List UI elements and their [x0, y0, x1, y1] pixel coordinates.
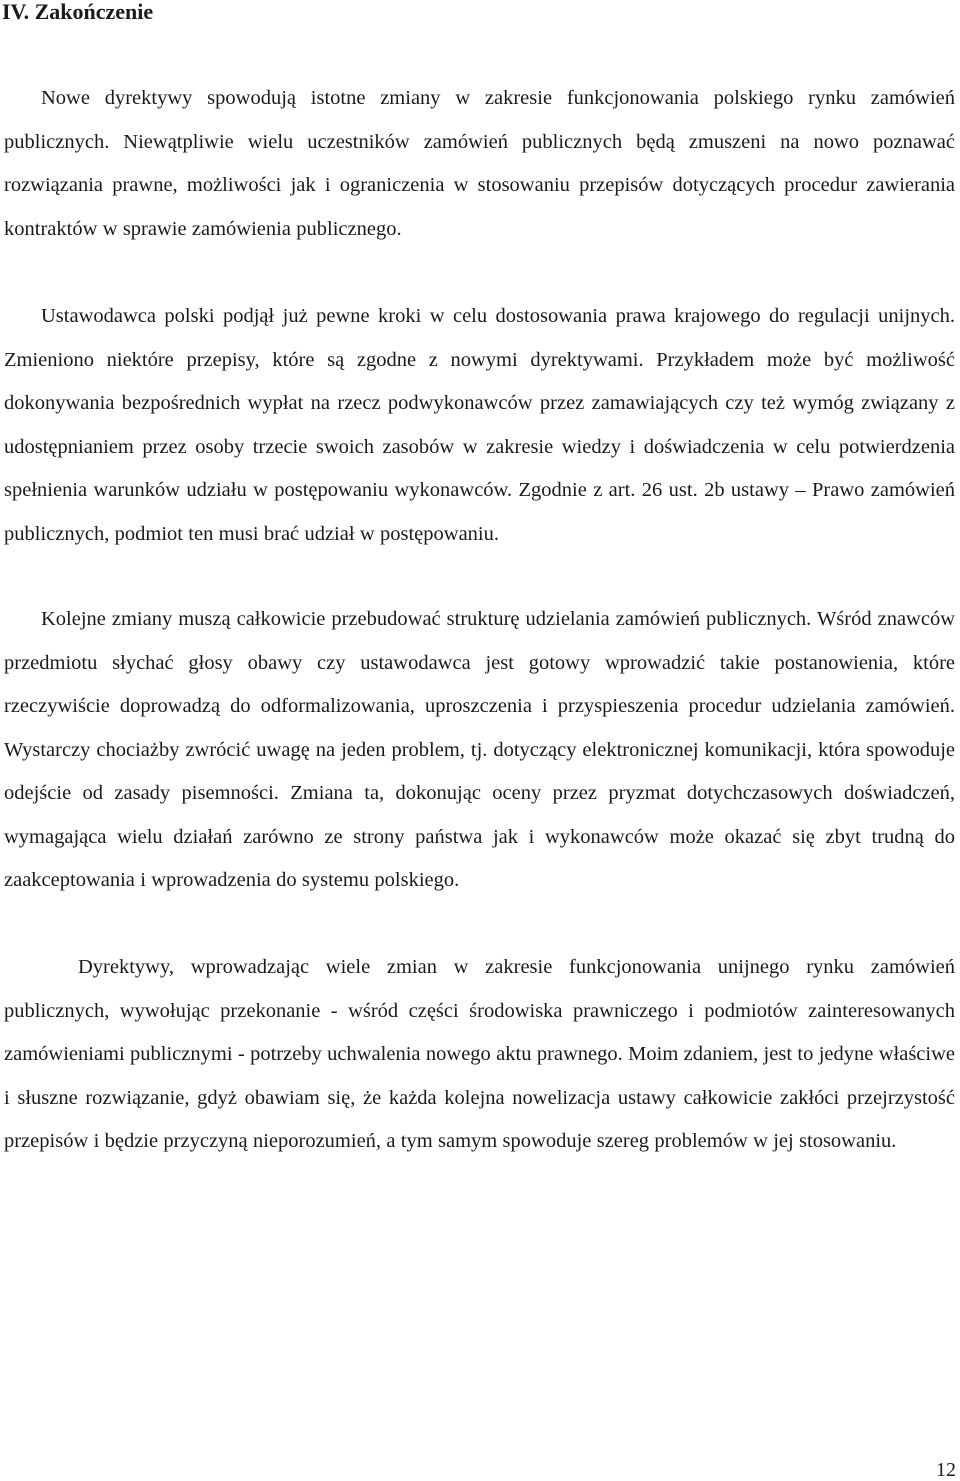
paragraph-3: Kolejne zmiany muszą całkowicie przebudować strukturę udzielania zamówień publicznych. Wśród znawców przedmiotu słychać głosy obawy czy ustawodawca jest gotowy wprowadzić takie postanowienia, które rzeczywiście doprowadzą do odformalizowania, uproszczenia i przyspieszenia procedur udzielania zamówień. Wystarczy chociażby zwrócić uwagę na jeden problem, tj. dotyczący elektronicznej komunikacji, która spowoduje odejście od zasady pisemności. Zmiana ta, dokonując oceny przez pryzmat dotychczasowych doświadczeń, wymagająca wielu działań zarówno ze strony państwa jak i wykonawców może okazać się zbyt trudną do zaakceptowania i wprowadzenia do systemu polskiego. [4, 608, 955, 891]
page-number: 12 [936, 1459, 956, 1481]
paragraph-4: Dyrektywy, wprowadzając wiele zmian w zakresie funkcjonowania unijnego rynku zamówień publicznych, wywołując przekonanie - wśród części środowiska prawniczego i podmiotów zainteresowanych zamówieniami publicznymi - potrzeby uchwalenia nowego aktu prawnego. Moim zdaniem, jest to jedyne właściwe i słuszne rozwiązanie, gdyż obawiam się, że każda kolejna nowelizacja ustawy całkowicie zakłóci przejrzystość przepisów i będzie przyczyną nieporozumień, a tym samym spowoduje szereg problemów w jej stosowaniu. [4, 956, 955, 1152]
paragraph-2: Ustawodawca polski podjął już pewne kroki w celu dostosowania prawa krajowego do regulacji unijnych. Zmieniono niektóre przepisy, które są zgodne z nowymi dyrektywami. Przykładem może być możliwość dokonywania bezpośrednich wypłat na rzecz podwykonawców przez zamawiających czy też wymóg związany z udostępnianiem przez osoby trzecie swoich zasobów w zakresie wiedzy i doświadczenia w celu potwierdzenia spełnienia warunków udziału w postępowaniu wykonawców. Zgodnie z art. 26 ust. 2b ustawy – Prawo zamówień publicznych, podmiot ten musi brać udział w postępowaniu. [4, 305, 955, 545]
paragraph-1: Nowe dyrektywy spowodują istotne zmiany w zakresie funkcjonowania polskiego rynku zamówień publicznych. Niewątpliwie wielu uczestników zamówień publicznych będą zmuszeni na nowo poznawać rozwiązania prawne, możliwości jak i ograniczenia w stosowaniu przepisów dotyczących procedur zawierania kontraktów w sprawie zamówienia publicznego. [4, 87, 955, 240]
section-heading: IV. Zakończenie [2, 0, 154, 24]
